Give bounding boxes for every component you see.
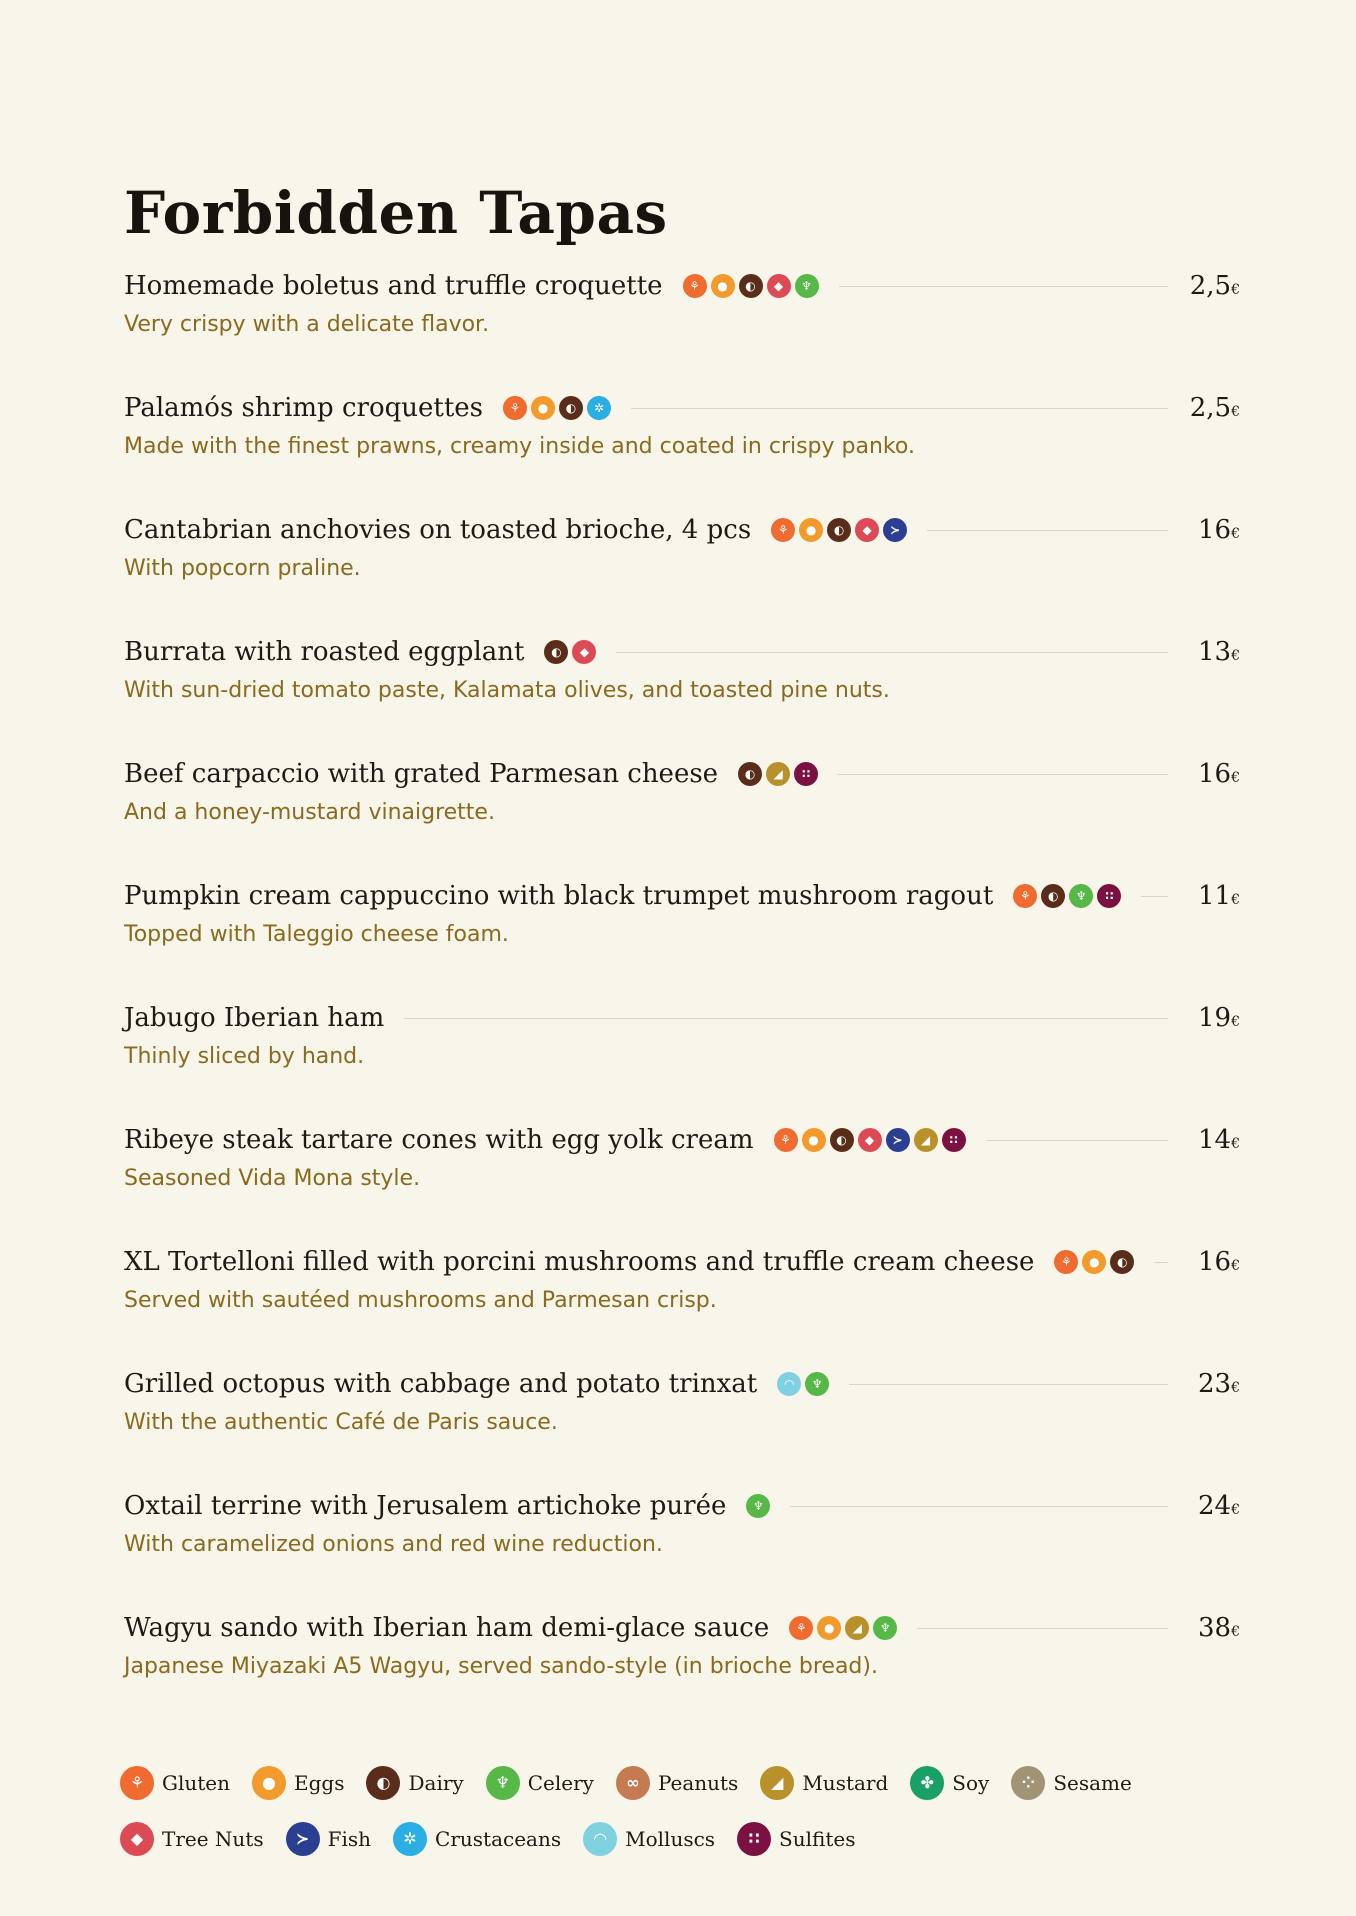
currency-symbol: € xyxy=(1231,1624,1240,1640)
celery-icon: ♆ xyxy=(795,274,819,298)
price-value: 11 xyxy=(1197,881,1232,911)
eggs-icon: ● xyxy=(252,1766,286,1800)
price-value: 14 xyxy=(1197,1125,1232,1155)
legend-item-soy xyxy=(910,1766,989,1800)
legend-item-celery xyxy=(486,1766,594,1800)
legend-label: Peanuts xyxy=(657,1771,739,1795)
menu-item xyxy=(124,262,1240,384)
legend-item-peanuts xyxy=(616,1766,738,1800)
eggs-icon: ● xyxy=(817,1616,841,1640)
dish-description: With popcorn praline. xyxy=(124,556,361,581)
dish-name: Homemade boletus and truffle croquette xyxy=(124,271,663,301)
menu-item xyxy=(124,506,1240,628)
price-leader-line xyxy=(1141,896,1168,897)
currency-symbol: € xyxy=(1231,892,1240,908)
menu-item-header xyxy=(124,1482,1240,1530)
eggs-icon: ● xyxy=(711,274,735,298)
dish-description: Seasoned Vida Mona style. xyxy=(124,1166,421,1191)
dish-name: Palamós shrimp croquettes xyxy=(124,393,483,423)
legend-item-crustaceans xyxy=(393,1822,561,1856)
menu-item xyxy=(124,1482,1240,1604)
price-leader-line xyxy=(838,774,1168,775)
crab-icon: ✲ xyxy=(393,1822,427,1856)
dish-price xyxy=(1188,393,1240,423)
price-leader-line xyxy=(790,1506,1168,1507)
dish-name: Pumpkin cream cappuccino with black trumpet mushroom ragout xyxy=(124,881,994,911)
dish-description: With caramelized onions and red wine reduction. xyxy=(124,1532,663,1557)
menu-item xyxy=(124,750,1240,872)
allergen-icons xyxy=(544,640,596,664)
legend-row xyxy=(120,1811,1240,1867)
shell-icon: ◠ xyxy=(777,1372,801,1396)
price-leader-line xyxy=(849,1384,1168,1385)
currency-symbol: € xyxy=(1231,1380,1240,1396)
dish-description: With the authentic Café de Paris sauce. xyxy=(124,1410,558,1435)
allergen-icons xyxy=(777,1372,829,1396)
allergen-icons xyxy=(746,1494,770,1518)
fish-icon: ≻ xyxy=(883,518,907,542)
celery-icon: ♆ xyxy=(873,1616,897,1640)
celery-icon: ♆ xyxy=(486,1766,520,1800)
legend-label: Soy xyxy=(952,1771,990,1795)
legend-label: Sesame xyxy=(1053,1771,1132,1795)
legend-item-dairy xyxy=(366,1766,463,1800)
fish-icon: ≻ xyxy=(886,1128,910,1152)
celery-icon: ♆ xyxy=(805,1372,829,1396)
sesame-icon: ⁘ xyxy=(1011,1766,1045,1800)
sulfites-icon: ∷ xyxy=(737,1822,771,1856)
legend-item-eggs xyxy=(252,1766,344,1800)
milk-jug-icon: ◐ xyxy=(1110,1250,1134,1274)
currency-symbol: € xyxy=(1231,282,1240,298)
menu-item-header xyxy=(124,262,1240,310)
price-value: 16 xyxy=(1197,1247,1232,1277)
price-leader-line xyxy=(404,1018,1168,1019)
currency-symbol: € xyxy=(1231,526,1240,542)
legend-label: Eggs xyxy=(294,1771,345,1795)
menu-item xyxy=(124,1238,1240,1360)
celery-icon: ♆ xyxy=(746,1494,770,1518)
menu-item-header xyxy=(124,1360,1240,1408)
currency-symbol: € xyxy=(1231,1502,1240,1518)
wheat-icon: ⚘ xyxy=(503,396,527,420)
currency-symbol: € xyxy=(1231,1258,1240,1274)
legend-item-molluscs xyxy=(583,1822,715,1856)
dish-price xyxy=(1188,1003,1240,1033)
eggs-icon: ● xyxy=(531,396,555,420)
price-leader-line xyxy=(1154,1262,1168,1263)
price-value: 23 xyxy=(1197,1369,1232,1399)
price-leader-line xyxy=(616,652,1168,653)
wheat-icon: ⚘ xyxy=(771,518,795,542)
mustard-icon: ◢ xyxy=(845,1616,869,1640)
currency-symbol: € xyxy=(1231,1136,1240,1152)
menu-item-header xyxy=(124,384,1240,432)
dish-price xyxy=(1188,1247,1240,1277)
dish-name: Oxtail terrine with Jerusalem artichoke purée xyxy=(124,1491,727,1521)
price-value: 2,5 xyxy=(1189,393,1232,423)
dish-name: Wagyu sando with Iberian ham demi-glace sauce xyxy=(124,1613,770,1643)
legend-item-mustard xyxy=(760,1766,888,1800)
allergen-icons xyxy=(503,396,611,420)
dish-description: Very crispy with a delicate flavor. xyxy=(124,312,490,337)
menu-item xyxy=(124,1116,1240,1238)
allergen-icons xyxy=(683,274,819,298)
price-value: 13 xyxy=(1197,637,1232,667)
legend-label: Molluscs xyxy=(625,1827,716,1851)
wheat-icon: ⚘ xyxy=(774,1128,798,1152)
price-value: 16 xyxy=(1197,515,1232,545)
allergen-icons xyxy=(738,762,818,786)
dish-description: Made with the finest prawns, creamy inside and coated in crispy panko. xyxy=(124,434,915,459)
legend-label: Sulfites xyxy=(779,1827,856,1851)
legend-row xyxy=(120,1755,1240,1811)
milk-jug-icon: ◐ xyxy=(827,518,851,542)
menu-item-header xyxy=(124,628,1240,676)
dish-name: Jabugo Iberian ham xyxy=(124,1003,385,1033)
page-title: Forbidden Tapas xyxy=(124,178,668,247)
dish-price xyxy=(1188,1369,1240,1399)
dish-name: Burrata with roasted eggplant xyxy=(124,637,525,667)
legend-item-sesame xyxy=(1011,1766,1132,1800)
legend-label: Crustaceans xyxy=(435,1827,562,1851)
wheat-icon: ⚘ xyxy=(683,274,707,298)
shell-icon: ◠ xyxy=(583,1822,617,1856)
milk-jug-icon: ◐ xyxy=(830,1128,854,1152)
celery-icon: ♆ xyxy=(1069,884,1093,908)
legend-item-gluten xyxy=(120,1766,230,1800)
price-value: 24 xyxy=(1197,1491,1232,1521)
eggs-icon: ● xyxy=(799,518,823,542)
tree-nut-icon: ◆ xyxy=(572,640,596,664)
menu-item-header xyxy=(124,750,1240,798)
price-value: 16 xyxy=(1197,759,1232,789)
fish-icon: ≻ xyxy=(286,1822,320,1856)
allergen-icons xyxy=(774,1128,966,1152)
dish-price xyxy=(1188,1491,1240,1521)
wheat-icon: ⚘ xyxy=(1013,884,1037,908)
allergen-legend xyxy=(120,1755,1240,1867)
dish-description: Japanese Miyazaki A5 Wagyu, served sando-style (in brioche bread). xyxy=(124,1654,878,1679)
mustard-icon: ◢ xyxy=(914,1128,938,1152)
price-leader-line xyxy=(839,286,1168,287)
eggs-icon: ● xyxy=(802,1128,826,1152)
legend-label: Mustard xyxy=(802,1771,889,1795)
price-leader-line xyxy=(986,1140,1169,1141)
price-value: 38 xyxy=(1197,1613,1232,1643)
price-leader-line xyxy=(927,530,1168,531)
dish-description: Served with sautéed mushrooms and Parmesan crisp. xyxy=(124,1288,717,1313)
dish-price xyxy=(1188,759,1240,789)
milk-jug-icon: ◐ xyxy=(559,396,583,420)
dish-name: Grilled octopus with cabbage and potato trinxat xyxy=(124,1369,758,1399)
tree-nut-icon: ◆ xyxy=(855,518,879,542)
menu-item-header xyxy=(124,1238,1240,1286)
legend-item-fish xyxy=(286,1822,371,1856)
sulfites-icon: ∷ xyxy=(794,762,818,786)
allergen-icons xyxy=(1054,1250,1134,1274)
legend-label: Tree Nuts xyxy=(162,1827,264,1851)
dish-price xyxy=(1188,1613,1240,1643)
sulfites-icon: ∷ xyxy=(942,1128,966,1152)
dish-price xyxy=(1188,515,1240,545)
dish-description: With sun-dried tomato paste, Kalamata olives, and toasted pine nuts. xyxy=(124,678,890,703)
dish-description: Thinly sliced by hand. xyxy=(124,1044,365,1069)
tree-nut-icon: ◆ xyxy=(858,1128,882,1152)
currency-symbol: € xyxy=(1231,1014,1240,1030)
dish-name: Cantabrian anchovies on toasted brioche, 4 pcs xyxy=(124,515,752,545)
legend-label: Fish xyxy=(327,1827,372,1851)
price-value: 19 xyxy=(1197,1003,1232,1033)
legend-item-treenuts xyxy=(120,1822,264,1856)
menu-item xyxy=(124,384,1240,506)
eggs-icon: ● xyxy=(1082,1250,1106,1274)
menu-item-header xyxy=(124,872,1240,920)
price-leader-line xyxy=(631,408,1168,409)
legend-label: Celery xyxy=(527,1771,594,1795)
mustard-icon: ◢ xyxy=(766,762,790,786)
milk-jug-icon: ◐ xyxy=(544,640,568,664)
legend-label: Dairy xyxy=(408,1771,464,1795)
dish-price xyxy=(1188,637,1240,667)
wheat-icon: ⚘ xyxy=(1054,1250,1078,1274)
allergen-icons xyxy=(789,1616,897,1640)
price-leader-line xyxy=(917,1628,1168,1629)
wheat-icon: ⚘ xyxy=(789,1616,813,1640)
tree-nut-icon: ◆ xyxy=(120,1822,154,1856)
mustard-icon: ◢ xyxy=(760,1766,794,1800)
tree-nut-icon: ◆ xyxy=(767,274,791,298)
menu-list xyxy=(124,262,1240,1726)
menu-item-header xyxy=(124,994,1240,1042)
dish-name: XL Tortelloni filled with porcini mushrooms and truffle cream cheese xyxy=(124,1247,1035,1277)
legend-item-sulfites xyxy=(737,1822,855,1856)
allergen-icons xyxy=(1013,884,1121,908)
menu-item-header xyxy=(124,1604,1240,1652)
milk-jug-icon: ◐ xyxy=(739,274,763,298)
dish-price xyxy=(1188,881,1240,911)
dish-price xyxy=(1188,271,1240,301)
soy-leaf-icon: ✤ xyxy=(910,1766,944,1800)
dish-description: Topped with Taleggio cheese foam. xyxy=(124,922,509,947)
price-value: 2,5 xyxy=(1189,271,1232,301)
dish-name: Beef carpaccio with grated Parmesan cheese xyxy=(124,759,719,789)
menu-item xyxy=(124,994,1240,1116)
menu-item xyxy=(124,1604,1240,1726)
menu-item-header xyxy=(124,506,1240,554)
currency-symbol: € xyxy=(1231,648,1240,664)
milk-jug-icon: ◐ xyxy=(738,762,762,786)
currency-symbol: € xyxy=(1231,404,1240,420)
menu-item xyxy=(124,872,1240,994)
currency-symbol: € xyxy=(1231,770,1240,786)
menu-item xyxy=(124,628,1240,750)
milk-jug-icon: ◐ xyxy=(366,1766,400,1800)
wheat-icon: ⚘ xyxy=(120,1766,154,1800)
menu-item-header xyxy=(124,1116,1240,1164)
peanut-icon: ∞ xyxy=(616,1766,650,1800)
crab-icon: ✲ xyxy=(587,396,611,420)
legend-label: Gluten xyxy=(162,1771,231,1795)
dish-name: Ribeye steak tartare cones with egg yolk cream xyxy=(124,1125,754,1155)
menu-item xyxy=(124,1360,1240,1482)
dish-price xyxy=(1188,1125,1240,1155)
sulfites-icon: ∷ xyxy=(1097,884,1121,908)
milk-jug-icon: ◐ xyxy=(1041,884,1065,908)
allergen-icons xyxy=(771,518,907,542)
dish-description: And a honey-mustard vinaigrette. xyxy=(124,800,495,825)
